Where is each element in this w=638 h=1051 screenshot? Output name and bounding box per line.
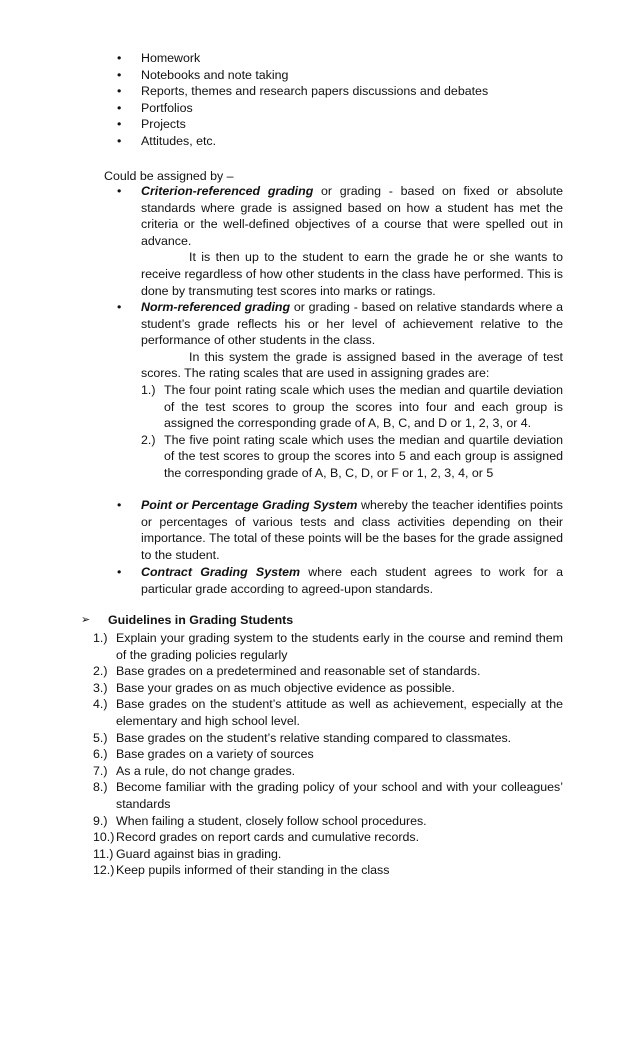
list-item: 9.) When failing a student, closely follow school procedures. xyxy=(93,813,427,828)
list-item: 2.) Base grades on a predetermined and reasonable set of standards. xyxy=(93,664,481,679)
bullet-icon: • xyxy=(117,100,122,115)
item-number: 4.) xyxy=(93,697,108,712)
bullet-icon: • xyxy=(117,300,122,314)
list-item: • Notebooks and note taking xyxy=(117,67,289,82)
list-item: • Portfolios xyxy=(117,100,193,115)
item-number: 11.) xyxy=(93,846,114,861)
point-block xyxy=(117,497,563,563)
bullet-icon: • xyxy=(117,498,122,512)
contract-term: Contract Grading System xyxy=(141,565,301,579)
list-item: • Attitudes, etc. xyxy=(117,133,217,148)
item-number: 7.) xyxy=(93,763,108,778)
list-item: 1.) Explain your grading system to the students early in the course and remind them of the grading policies regularly xyxy=(93,631,563,662)
item-number: 3.) xyxy=(93,680,108,695)
list-item: 10.) Record grades on report cards and cumulative records. xyxy=(93,830,420,845)
list-item: 4.) Base grades on the student’s attitude as well as achievement, especially at the elementary and high school level. xyxy=(93,697,563,728)
item-number: 1.) xyxy=(141,382,156,397)
bullet-icon: • xyxy=(117,133,122,148)
item-number: 2.) xyxy=(141,432,156,447)
item-number: 1.) xyxy=(93,631,108,645)
guidelines-heading xyxy=(81,612,293,629)
item-number: 12.) xyxy=(93,863,115,878)
norm-block xyxy=(117,299,563,482)
criterion-paragraph: Criterion-referenced grading or grading - based on fixed or absolute standards where grade is assigned based on how a student has met the criteria or the well-defined objectives of a course that were spelled out in advance. xyxy=(141,184,563,248)
bullet-icon: • xyxy=(117,565,122,579)
bullet-icon: • xyxy=(117,84,122,99)
item-number: 6.) xyxy=(93,747,108,762)
bullet-icon: • xyxy=(117,67,122,82)
list-item: • Reports, themes and research papers discussions and debates xyxy=(117,84,489,99)
item-number: 5.) xyxy=(93,730,108,745)
list-item: 3.) Base your grades on as much objective evidence as possible. xyxy=(93,680,455,695)
item-number: 10.) xyxy=(93,830,115,845)
guidelines-title: Guidelines in Grading Students xyxy=(108,613,294,627)
contract-paragraph: Contract Grading System where each student agrees to work for a particular grade according to agreed-upon standards. xyxy=(141,565,563,596)
rating-scale-item: 2.) The five point rating scale which uses the median and quartile deviation of the test scores to group the scores into 5 and each group is assigned the corresponding grade of A, B, C, D, or F or 1, 2, 3, 4, or 5 xyxy=(141,432,563,480)
list-item: 11.) Guard against bias in grading. xyxy=(93,846,282,861)
point-term: Point or Percentage Grading System xyxy=(141,498,358,512)
point-paragraph: Point or Percentage Grading System whereby the teacher identifies points or percentages of various tests and class activities depending on their importance. The total of these points will be the bases for the grade assigned to the student. xyxy=(141,498,563,562)
criterion-paragraph-2: It is then up to the student to earn the grade he or she wants to receive regardless of how other students in the class have performed. This is done by transmuting test scores into marks or ratings. xyxy=(141,250,563,298)
list-item: • Projects xyxy=(117,117,186,132)
rating-scale-item: 1.) The four point rating scale which uses the median and quartile deviation of the test scores to group the scores into four and each group is assigned the corresponding grade of A, B, C, and D or 1, 2, 3, or 4. xyxy=(141,382,563,431)
item-number: 8.) xyxy=(93,780,108,795)
assigned-intro: Could be assigned by – xyxy=(104,169,234,183)
list-item: 8.) Become familiar with the grading policy of your school and with your colleagues’ standards xyxy=(93,780,563,811)
bullet-icon: • xyxy=(117,51,122,65)
assessment-list xyxy=(117,50,488,150)
list-item: 6.) Base grades on a variety of sources xyxy=(93,747,314,762)
criterion-term: Criterion-referenced grading xyxy=(141,184,314,198)
arrow-bullet-icon: ➢ xyxy=(81,614,91,626)
item-number: 9.) xyxy=(93,813,108,828)
contract-block xyxy=(117,564,563,597)
item-number: 2.) xyxy=(93,664,108,679)
norm-paragraph-2: In this system the grade is assigned based in the average of test scores. The rating scales that are used in assigning grades are: xyxy=(141,349,563,381)
guidelines-list xyxy=(93,630,563,879)
norm-paragraph: Norm-referenced grading or grading - based on relative standards where a student’s grade reflects his or her level of achievement relative to the performance of other students in the class. xyxy=(141,300,563,348)
bullet-icon: • xyxy=(117,117,122,132)
list-item: • Homework xyxy=(117,51,201,65)
norm-term: Norm-referenced grading xyxy=(141,300,291,314)
bullet-icon: • xyxy=(117,184,122,198)
list-item: 5.) Base grades on the student’s relative standing compared to classmates. xyxy=(93,730,512,745)
list-item: 12.) Keep pupils informed of their standing in the class xyxy=(93,863,390,878)
list-item: 7.) As a rule, do not change grades. xyxy=(93,763,296,778)
criterion-block xyxy=(117,183,563,299)
